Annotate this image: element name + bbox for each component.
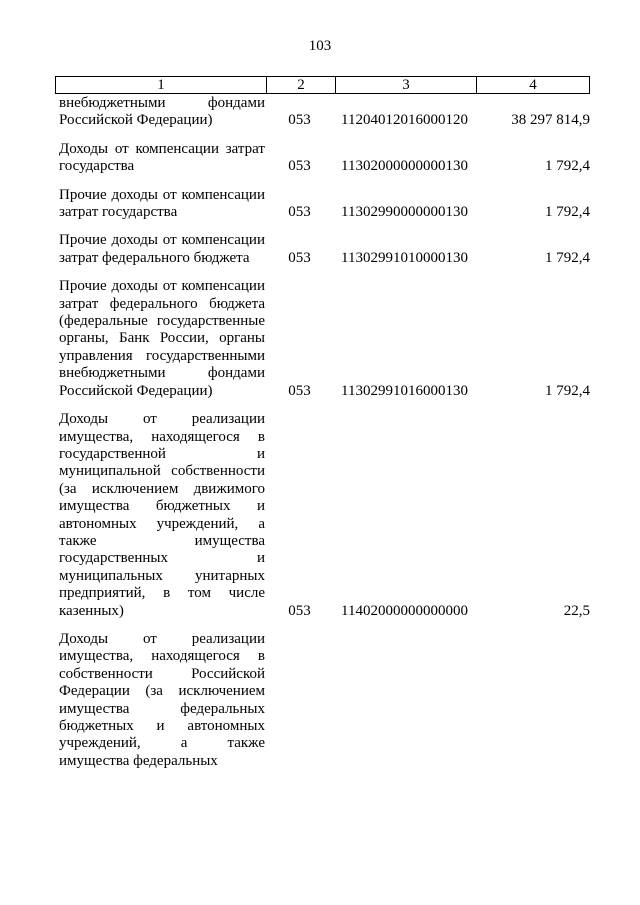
table-row bbox=[55, 95, 590, 130]
row-amount: 1 792,4 bbox=[545, 158, 590, 175]
row-name: Прочие доходы от компенсации затрат федерального бюджета (федеральные государственные органы, Банк России, органы управления государственными внебюджетными фондами Российской Федерации) bbox=[59, 278, 265, 399]
row-budget-code: 11302990000000130 bbox=[341, 204, 468, 221]
row-name: Доходы от реализации имущества, находящегося в государственной и муниципальной собственности (за исключением движимого имущества бюджетных и автономных учреждений, а также имущества государственных и муниципальных унитарных предприятий, в том числе казенных) bbox=[59, 411, 265, 619]
row-amount: 1 792,4 bbox=[545, 382, 590, 399]
row-name: Доходы от компенсации затрат государства bbox=[59, 140, 265, 175]
table-body bbox=[55, 95, 590, 781]
table-row bbox=[55, 631, 590, 770]
table-header bbox=[55, 76, 590, 94]
header-col-3: 3 bbox=[335, 77, 476, 93]
row-name: Прочие доходы от компенсации затрат федерального бюджета bbox=[59, 232, 265, 266]
table-row bbox=[55, 278, 590, 400]
header-col-1: 1 bbox=[157, 77, 165, 93]
row-amount: 22,5 bbox=[563, 602, 590, 619]
row-name: Доходы от реализации имущества, находящегося в собственности Российской Федерации (за исключением имущества федеральных бюджетных и автономных учреждений, а также имущества федеральных bbox=[59, 630, 265, 769]
table-row bbox=[55, 232, 590, 267]
row-admin-code: 053 bbox=[288, 249, 311, 266]
row-name: внебюджетными фондами Российской Федерации) bbox=[59, 95, 265, 129]
row-admin-code: 053 bbox=[288, 158, 311, 175]
header-col-2: 2 bbox=[266, 77, 335, 93]
row-admin-code: 053 bbox=[288, 382, 311, 399]
row-budget-code: 11402000000000000 bbox=[341, 602, 468, 619]
table-row bbox=[55, 141, 590, 176]
row-name: Прочие доходы от компенсации затрат государства bbox=[59, 186, 265, 221]
page-number: 103 bbox=[308, 38, 332, 54]
row-budget-code: 11204012016000120 bbox=[341, 112, 468, 129]
header-col-4: 4 bbox=[476, 77, 589, 93]
row-amount: 1 792,4 bbox=[545, 249, 590, 266]
row-amount: 1 792,4 bbox=[545, 204, 590, 221]
row-admin-code: 053 bbox=[288, 602, 311, 619]
row-budget-code: 11302991016000130 bbox=[341, 382, 468, 399]
row-budget-code: 11302000000000130 bbox=[341, 158, 468, 175]
row-admin-code: 053 bbox=[288, 112, 311, 129]
row-admin-code: 053 bbox=[288, 204, 311, 221]
table-row bbox=[55, 411, 590, 620]
table-row bbox=[55, 187, 590, 222]
row-budget-code: 11302991010000130 bbox=[341, 249, 468, 266]
row-amount: 38 297 814,9 bbox=[511, 112, 590, 129]
